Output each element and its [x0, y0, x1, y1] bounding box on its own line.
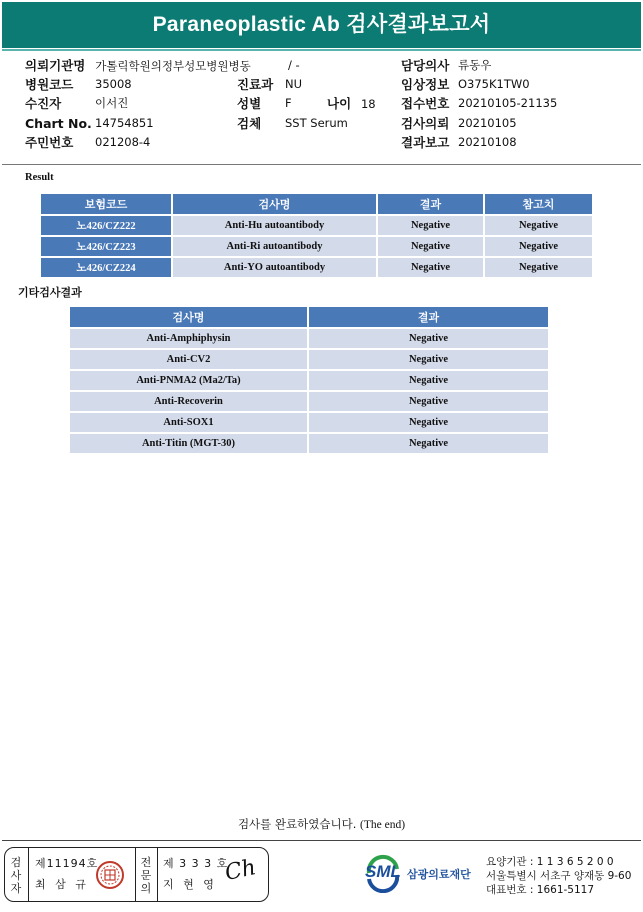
info-receipt-no: 접수번호 20210105-21135: [401, 96, 558, 111]
test-name: Anti-CV2: [70, 350, 307, 369]
test-result: Negative: [309, 413, 548, 432]
info-patient: 수진자 이서진: [25, 96, 129, 111]
other-table-header: [70, 307, 548, 327]
test-result: Negative: [378, 258, 483, 277]
org-address: 서울특별시 서초구 양재동 9-60: [486, 870, 632, 882]
tester-license-no: 제11194호: [35, 857, 99, 870]
info-resident-no: 주민번호 021208-4: [25, 135, 151, 150]
header-insurance-code: 보험코드: [41, 194, 171, 214]
tester-label: 검사자: [10, 856, 22, 895]
specialist-label: 전문의: [140, 856, 152, 895]
info-sex: 성별 F: [237, 96, 292, 111]
info-clinical: 임상정보 O375K1TW0: [401, 77, 530, 92]
info-chart-no: Chart No. 14754851: [25, 116, 154, 131]
info-request-date: 검사의뢰 20210105: [401, 116, 517, 131]
info-doctor: 담당의사 류동우: [401, 58, 492, 73]
insurance-code: 노426/CZ224: [41, 258, 171, 277]
specialist-name: 지 현 영: [163, 878, 217, 891]
test-name: Anti-Ri autoantibody: [173, 237, 376, 256]
info-specimen: 검체 SST Serum: [237, 116, 348, 131]
test-result: Negative: [309, 329, 548, 348]
reference-value: Negative: [485, 258, 592, 277]
test-name: Anti-Amphiphysin: [70, 329, 307, 348]
org-info: [486, 855, 631, 897]
table-row: [70, 434, 548, 453]
test-result: Negative: [378, 216, 483, 235]
test-result: Negative: [378, 237, 483, 256]
table-row: [41, 258, 592, 277]
insurance-code: 노426/CZ223: [41, 237, 171, 256]
tester-seal-icon: [95, 860, 125, 890]
specialist-license-no: 제 3 3 3 호: [163, 857, 229, 870]
test-result: Negative: [309, 434, 548, 453]
test-name: Anti-PNMA2 (Ma2/Ta): [70, 371, 307, 390]
signature-box: [4, 847, 269, 902]
header-test-name: 검사명: [70, 307, 307, 327]
test-name: Anti-Hu autoantibody: [173, 216, 376, 235]
org-phone: 대표번호 : 1661-5117: [486, 884, 595, 896]
test-name: Anti-Titin (MGT-30): [70, 434, 307, 453]
signature-separator: [28, 848, 29, 901]
title-underline: [2, 49, 641, 51]
table-row: [70, 350, 548, 369]
result-section-label: Result: [25, 172, 54, 183]
other-section-label: 기타검사결과: [18, 286, 82, 299]
info-hospital-code: 병원코드 35008: [25, 77, 132, 92]
signature-separator: [157, 848, 158, 901]
test-name: Anti-SOX1: [70, 413, 307, 432]
info-ward: / -: [288, 58, 300, 72]
org-name: 삼광의료재단: [407, 868, 471, 881]
table-row: [41, 216, 592, 235]
specialist-signature: Ch: [222, 855, 259, 886]
end-message: 검사를 완료하였습니다. (The end): [237, 817, 406, 831]
test-result: Negative: [309, 371, 548, 390]
sml-logo-text: SML: [365, 862, 401, 881]
header-test-name: 검사명: [173, 194, 376, 214]
table-row: [70, 392, 548, 411]
test-result: Negative: [309, 392, 548, 411]
org-code: 요양기관 : 1 1 3 6 5 2 0 0: [486, 856, 614, 868]
result-table: [39, 192, 594, 279]
test-name: Anti-Recoverin: [70, 392, 307, 411]
header-reference: 참고치: [485, 194, 592, 214]
info-divider: [2, 164, 641, 165]
info-hospital: 의뢰기관명 가톨릭학원의정부성모병원병동: [25, 58, 251, 73]
report-title: Paraneoplastic Ab 검사결과보고서: [2, 2, 641, 48]
table-row: [70, 413, 548, 432]
reference-value: Negative: [485, 216, 592, 235]
result-table-header: [41, 194, 592, 214]
tester-name: 최 삼 규: [35, 878, 89, 891]
test-name: Anti-YO autoantibody: [173, 258, 376, 277]
signature-separator: [135, 848, 136, 901]
table-row: [70, 329, 548, 348]
footer-divider: [2, 840, 641, 841]
insurance-code: 노426/CZ222: [41, 216, 171, 235]
test-result: Negative: [309, 350, 548, 369]
info-report-date: 결과보고 20210108: [401, 135, 517, 150]
other-table: [68, 305, 550, 455]
header-result: 결과: [309, 307, 548, 327]
table-row: [41, 237, 592, 256]
header-result: 결과: [378, 194, 483, 214]
table-row: [70, 371, 548, 390]
info-dept: 진료과 NU: [237, 77, 303, 92]
info-age: 나이 18: [327, 96, 376, 111]
reference-value: Negative: [485, 237, 592, 256]
